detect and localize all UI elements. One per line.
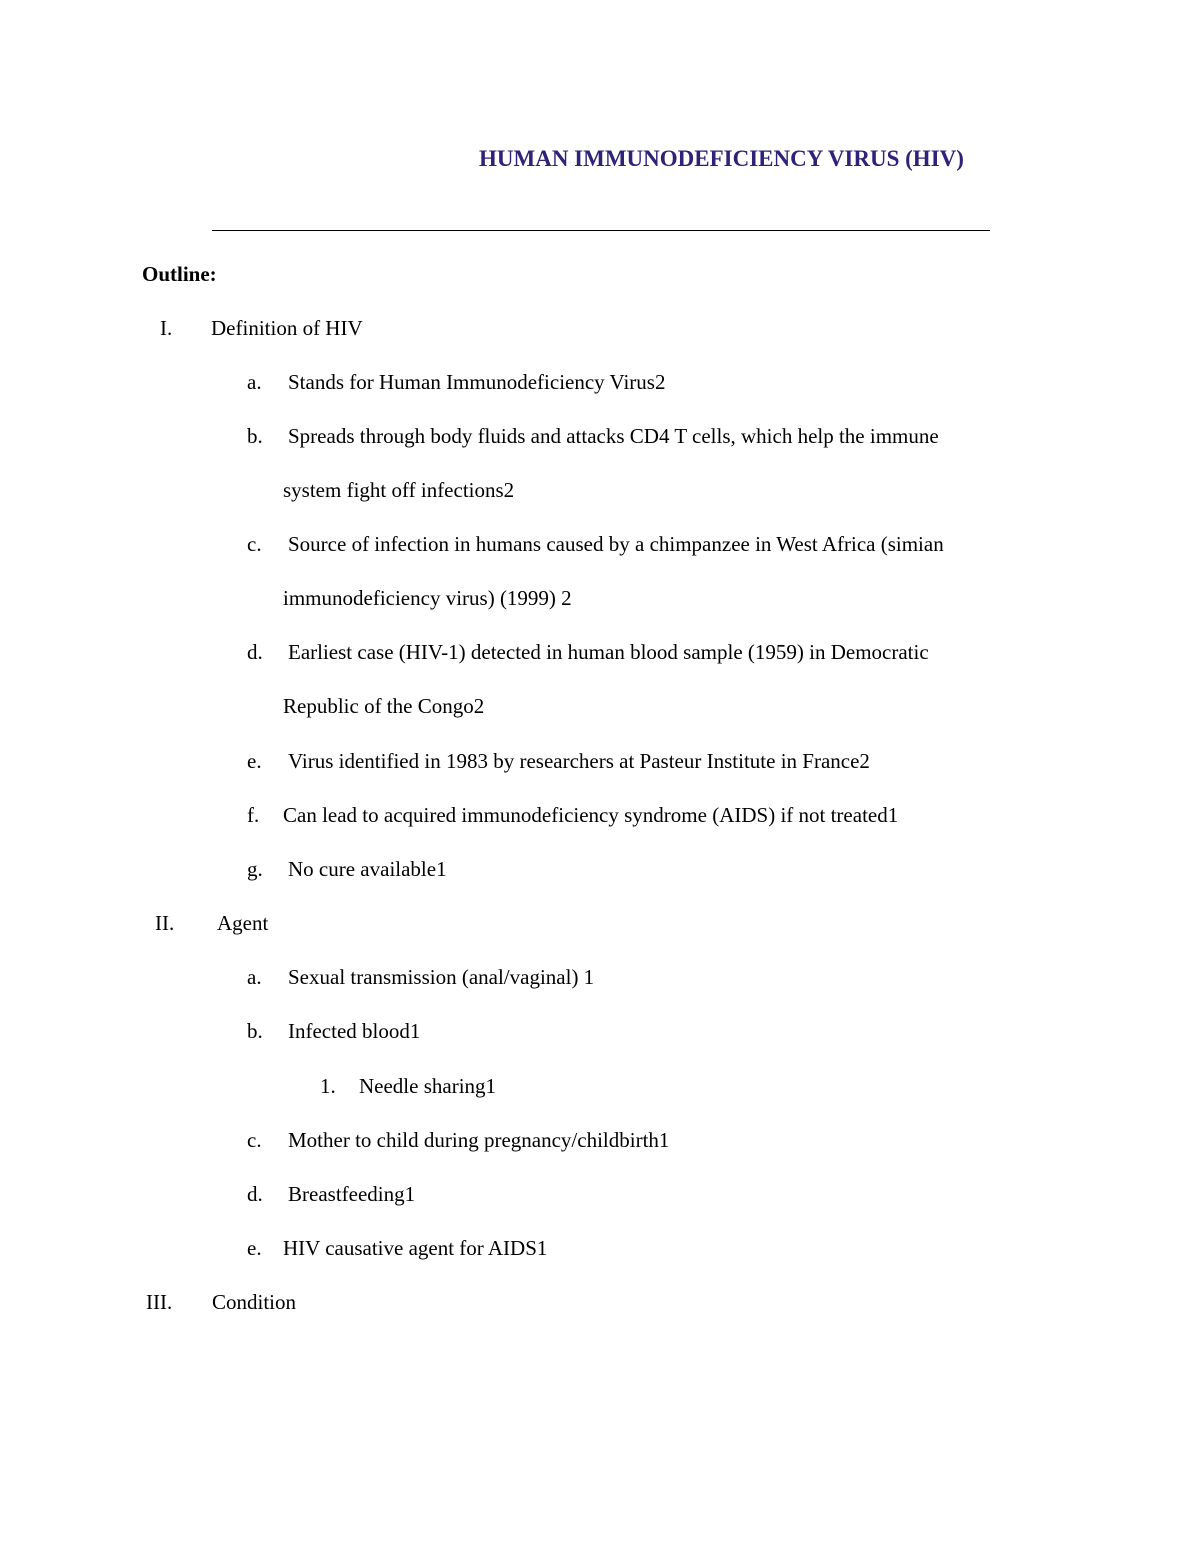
section-label: Definition of HIV [211,316,363,340]
item-text: Mother to child during pregnancy/childbirth1 [288,1128,670,1152]
item-marker: a. [247,965,262,989]
subitem-text: Needle sharing1 [359,1074,497,1098]
document-title: HUMAN IMMUNODEFICIENCY VIRUS (HIV) [479,146,964,171]
item-text: Source of infection in humans caused by a chimpanzee in West Africa (simian [288,532,944,556]
section-numeral: I. [160,316,173,340]
item-text: HIV causative agent for AIDS1 [283,1236,548,1260]
item-marker: e. [247,1236,262,1260]
title-rule [212,230,990,231]
item-marker: d. [247,1182,263,1206]
item-text: Stands for Human Immunodeficiency Virus2 [288,370,666,394]
item-text: Breastfeeding1 [288,1182,416,1206]
item-marker: c. [247,1128,262,1152]
item-marker: b. [247,1019,263,1043]
section-numeral: II. [155,911,175,935]
section-label: Agent [217,911,269,935]
item-text: No cure available1 [288,857,447,881]
item-text-continued: system fight off infections2 [283,478,515,502]
item-text-continued: immunodeficiency virus) (1999) 2 [283,586,572,610]
item-marker: c. [247,532,262,556]
item-marker: b. [247,424,263,448]
outline-heading: Outline: [142,262,217,286]
section-label: Condition [212,1290,297,1314]
item-text: Infected blood1 [288,1019,421,1043]
item-text: Sexual transmission (anal/vaginal) 1 [288,965,595,989]
item-text: Virus identified in 1983 by researchers at Pasteur Institute in France2 [288,749,870,773]
section-numeral: III. [146,1290,173,1314]
item-marker: g. [247,857,263,881]
item-marker: f. [247,803,260,827]
item-text-continued: Republic of the Congo2 [283,694,485,718]
subitem-marker: 1. [320,1074,336,1098]
item-text: Can lead to acquired immunodeficiency syndrome (AIDS) if not treated1 [283,803,899,827]
item-marker: e. [247,749,262,773]
item-marker: a. [247,370,262,394]
item-marker: d. [247,640,263,664]
item-text: Earliest case (HIV-1) detected in human blood sample (1959) in Democratic [288,640,929,664]
item-text: Spreads through body fluids and attacks CD4 T cells, which help the immune [288,424,939,448]
